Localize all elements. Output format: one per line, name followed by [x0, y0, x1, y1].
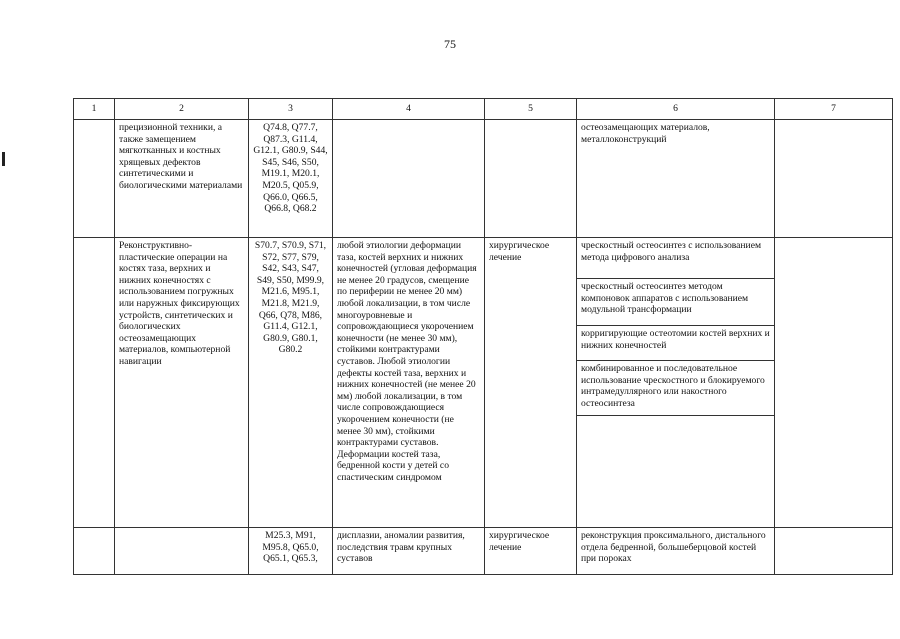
row2-treatment-methods: [577, 238, 775, 528]
row1-treatment-type: [485, 120, 577, 238]
row2-cost-cell: [775, 238, 893, 528]
method-item: чрескостный остеосинтез методом компоновок аппаратов с использованием модульной трансформации: [577, 279, 774, 326]
row3-treatment-method: реконструкция проксимального, дистального отдела бедренной, большеберцовой костей при пороках: [577, 528, 775, 575]
row3-number-cell: [74, 528, 115, 575]
row1-number-cell: [74, 120, 115, 238]
table-header-row: [74, 99, 893, 120]
row1-diagnosis-codes: Q74.8, Q77.7, Q87.3, G11.4, G12.1, G80.9, S44, S45, S46, S50, M19.1, M20.1, M20.5, Q05.9, Q66.0, Q66.5, Q66.8, Q68.2: [249, 120, 333, 238]
row1-patient-model: [333, 120, 485, 238]
page-number: 75: [444, 37, 456, 51]
header-col-3: 3: [249, 99, 333, 120]
header-col-2: 2: [115, 99, 249, 120]
header-col-4: 4: [333, 99, 485, 120]
method-item: корригирующие остеотомии костей верхних и нижних конечностей: [577, 326, 774, 361]
row1-cost-cell: [775, 120, 893, 238]
table-row: [74, 528, 893, 575]
row3-patient-model: дисплазии, аномалии развития, последствия травм крупных суставов: [333, 528, 485, 575]
header-col-1: 1: [74, 99, 115, 120]
row3-procedure-name: [115, 528, 249, 575]
header-col-6: 6: [577, 99, 775, 120]
row2-procedure-name: Реконструктивно-пластические операции на костях таза, верхних и нижних конечностях с использованием погружных или наружных фиксирующих устройств, синтетических и биологических остеозамещающих материалов, компьютерной навигации: [115, 238, 249, 528]
row3-treatment-type: хирургическое лечение: [485, 528, 577, 575]
header-col-5: 5: [485, 99, 577, 120]
table-row: [74, 120, 893, 238]
row3-cost-cell: [775, 528, 893, 575]
row2-diagnosis-codes: S70.7, S70.9, S71, S72, S77, S79, S42, S43, S47, S49, S50, M99.9, M21.6, M95.1, M21.8, M21.9, Q66, Q78, M86, G11.4, G12.1, G80.9, G80.1, G80.2: [249, 238, 333, 528]
row2-treatment-type: хирургическое лечение: [485, 238, 577, 528]
row2-patient-model: любой этиологии деформации таза, костей верхних и нижних конечностей (угловая деформация не менее 20 градусов, смещение по периферии не менее 20 мм) любой локализации, в том числе многоуровневые и сопровождающиеся укорочением конечности (не менее 30 мм), стойкими контрактурами суставов. Любой этиологии дефекты костей таза, верхних и нижних конечностей (не менее 20 мм) любой локализации, в том числе сопровождающиеся укорочением конечности (не менее 30 мм), стойкими контрактурами суставов. Деформации костей таза, бедренной кости у детей со спастическим синдромом: [333, 238, 485, 528]
header-col-7: 7: [775, 99, 893, 120]
row1-procedure-name: прецизионной техники, а также замещением мягкотканных и костных хрящевых дефектов синтетическими и биологическими материалами: [115, 120, 249, 238]
row2-number-cell: [74, 238, 115, 528]
method-item: комбинированное и последовательное использование чрескостного и блокируемого интрамедуллярного или накостного остеосинтеза: [577, 361, 774, 416]
row3-diagnosis-codes: M25.3, M91, M95.8, Q65.0, Q65.1, Q65.3,: [249, 528, 333, 575]
method-item: чрескостный остеосинтез с использованием метода цифрового анализа: [577, 238, 774, 279]
table-row: [74, 238, 893, 528]
row1-treatment-method: остеозамещающих материалов, металлоконструкций: [577, 120, 775, 238]
medical-procedures-table: [73, 98, 893, 575]
scan-artifact-mark: [2, 152, 5, 166]
